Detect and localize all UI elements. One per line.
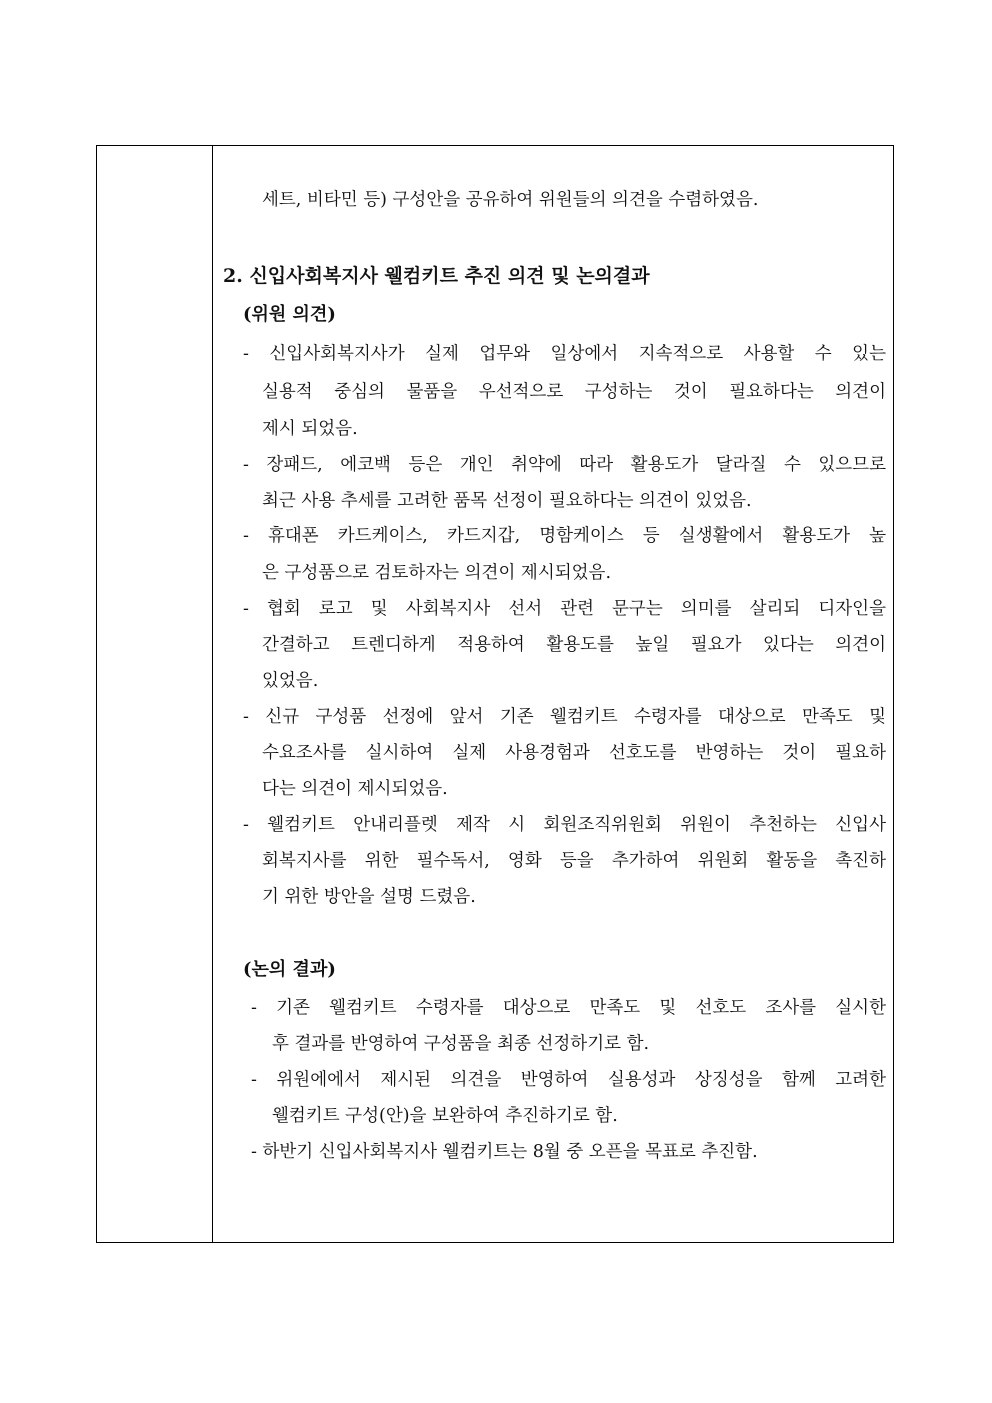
opinion-item-line: - 웰컴키트 안내리플렛 제작 시 회원조직위원회 위원이 추천하는 신입사 xyxy=(243,815,886,835)
opinion-item-line: 수요조사를 실시하여 실제 사용경험과 선호도를 반영하는 것이 필요하 xyxy=(262,743,886,763)
opinion-item-line: 최근 사용 추세를 고려한 품목 선정이 필요하다는 의견이 있었음. xyxy=(262,491,752,511)
opinion-item-line: 은 구성품으로 검토하자는 의견이 제시되었음. xyxy=(262,563,612,583)
opinions-heading: (위원 의견) xyxy=(243,304,336,325)
opinion-item-line: 회복지사를 위한 필수독서, 영화 등을 추가하여 위원회 활동을 촉진하 xyxy=(262,851,886,871)
result-item-line: 후 결과를 반영하여 구성품을 최종 선정하기로 함. xyxy=(272,1034,650,1054)
result-item-line: - 기존 웰컴키트 수령자를 대상으로 만족도 및 선호도 조사를 실시한 xyxy=(251,998,886,1018)
results-heading: (논의 결과) xyxy=(243,959,336,980)
result-item-line: - 위원에에서 제시된 의견을 반영하여 실용성과 상징성을 함께 고려한 xyxy=(251,1070,886,1090)
opinion-item-line: 간결하고 트렌디하게 적용하여 활용도를 높일 필요가 있다는 의견이 xyxy=(262,635,886,655)
label-column xyxy=(97,146,213,1242)
opinion-item-line: - 휴대폰 카드케이스, 카드지갑, 명함케이스 등 실생활에서 활용도가 높 xyxy=(243,526,886,546)
result-item-line: 웰컴키트 구성(안)을 보완하여 추진하기로 함. xyxy=(272,1106,618,1126)
intro-line: 세트, 비타민 등) 구성안을 공유하여 위원들의 의견을 수렴하였음. xyxy=(262,190,759,210)
opinion-item-line: - 협회 로고 및 사회복지사 선서 관련 문구는 의미를 살리되 디자인을 xyxy=(243,599,886,619)
opinion-item-line: - 장패드, 에코백 등은 개인 취약에 따라 활용도가 달라질 수 있으므로 xyxy=(243,455,886,475)
opinion-item-line: - 신규 구성품 선정에 앞서 기존 웰컴키트 수령자를 대상으로 만족도 및 xyxy=(243,707,886,727)
result-item-line: - 하반기 신입사회복지사 웰컴키트는 8월 중 오픈을 목표로 추진함. xyxy=(251,1142,758,1162)
opinion-item-line: 실용적 중심의 물품을 우선적으로 구성하는 것이 필요하다는 의견이 xyxy=(262,382,886,402)
opinion-item-line: 기 위한 방안을 설명 드렸음. xyxy=(262,887,476,907)
opinion-item-line: 제시 되었음. xyxy=(262,419,358,439)
opinion-item-line: - 신입사회복지사가 실제 업무와 일상에서 지속적으로 사용할 수 있는 xyxy=(243,344,886,364)
opinion-item-line: 다는 의견이 제시되었음. xyxy=(262,779,448,799)
section-title: 2. 신입사회복지사 웰컴키트 추진 의견 및 논의결과 xyxy=(223,265,650,287)
opinion-item-line: 있었음. xyxy=(262,671,319,691)
